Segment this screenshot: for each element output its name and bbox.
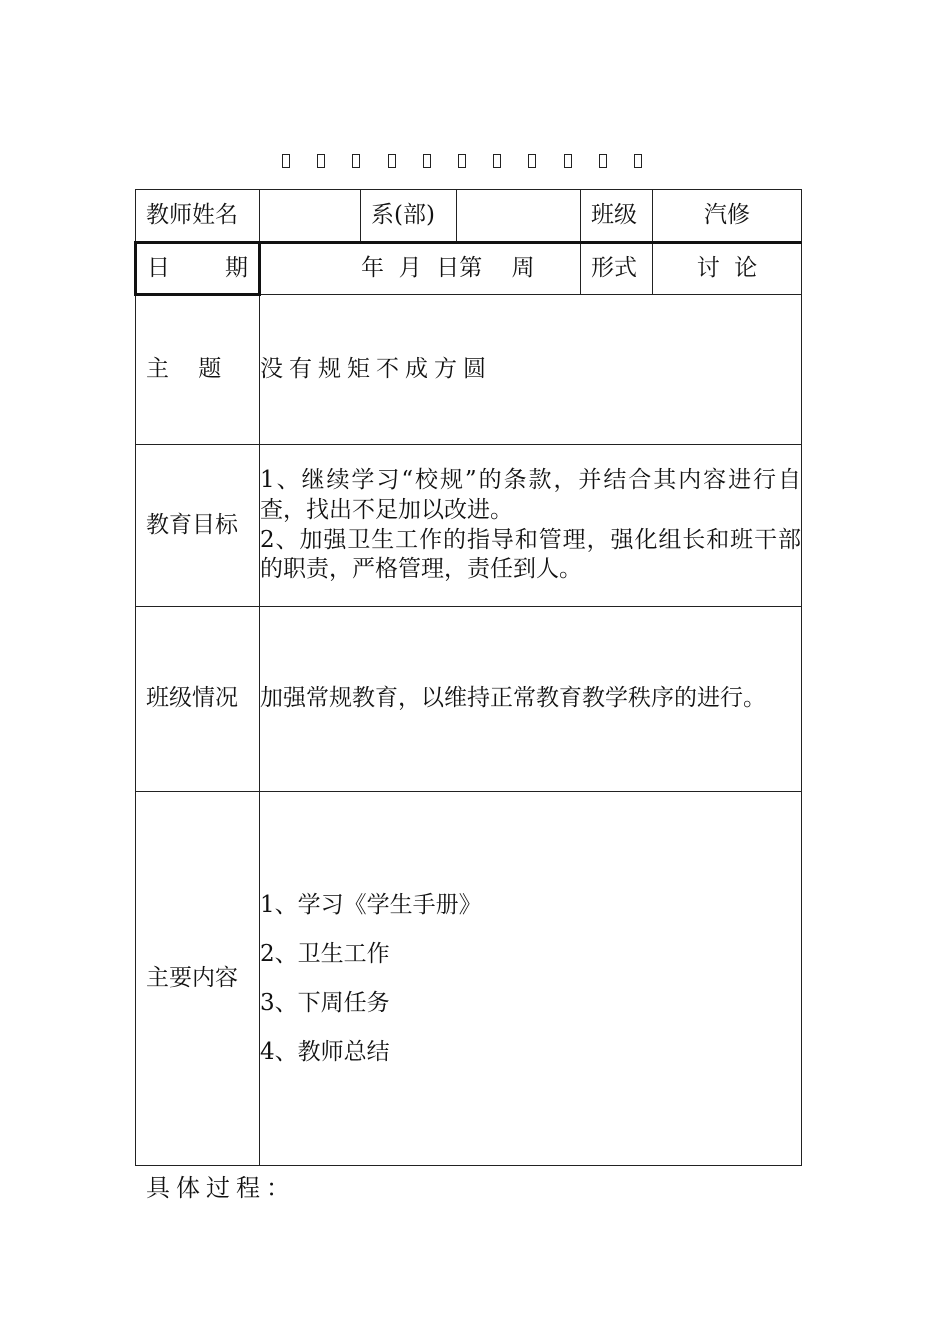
format-label: 形式: [581, 243, 653, 295]
list-item: 2、卫生工作: [260, 940, 390, 967]
list-item: 4、教师总结: [260, 1038, 390, 1065]
class-field[interactable]: 汽修: [653, 190, 802, 243]
date-field[interactable]: 年 月 日第 周: [260, 243, 581, 295]
teacher-name-label: 教师姓名: [136, 190, 260, 243]
list-item: 3、下周任务: [260, 989, 390, 1016]
goal-line: 1、继续学习“校规”的条款，并结合其内容进行自查，找出不足加以改进。: [260, 466, 801, 523]
teacher-name-field[interactable]: [260, 190, 361, 243]
process-heading: 具体过程：: [146, 1174, 296, 1202]
class-meeting-form: [134, 189, 802, 1166]
main-content-label: 主要内容: [136, 792, 260, 1166]
education-goal-field[interactable]: [260, 445, 802, 607]
topic-field[interactable]: 没有规矩不成方圆: [260, 295, 802, 445]
class-situation-field[interactable]: 加强常规教育，以维持正常教育教学秩序的进行。: [260, 607, 802, 792]
date-label: 日 期: [136, 243, 260, 295]
list-item: 1、学习《学生手册》: [260, 891, 482, 918]
goal-line: 2、加强卫生工作的指导和管理，强化组长和班干部的职责，严格管理，责任到人。: [260, 526, 801, 583]
department-field[interactable]: [457, 190, 581, 243]
class-situation-label: 班级情况: [136, 607, 260, 792]
class-label: 班级: [581, 190, 653, 243]
title-placeholder-glyphs: [282, 148, 642, 174]
main-content-field[interactable]: [260, 792, 802, 1166]
department-label: 系(部): [361, 190, 457, 243]
education-goal-label: 教育目标: [136, 445, 260, 607]
topic-label: 主 题: [136, 295, 260, 445]
format-field[interactable]: 讨 论: [653, 243, 802, 295]
